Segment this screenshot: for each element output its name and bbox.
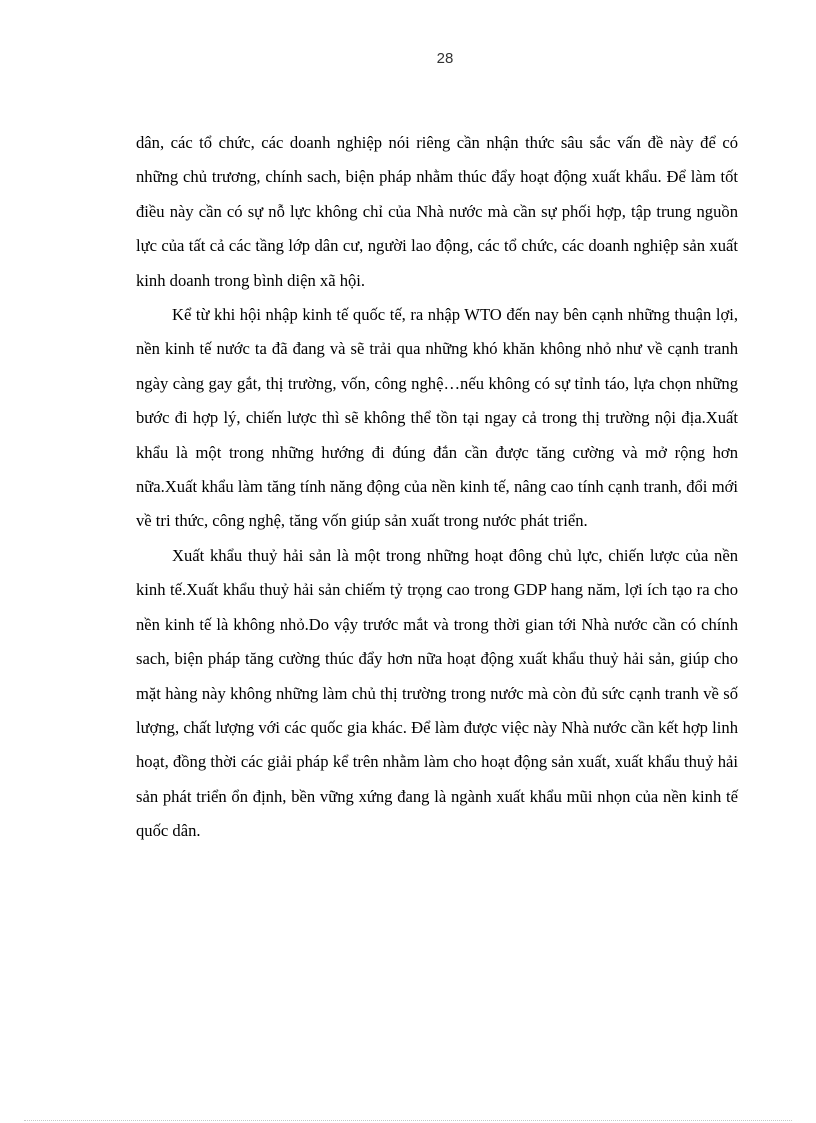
- page-bottom-divider: [24, 1120, 792, 1121]
- paragraph-3: Xuất khẩu thuỷ hải sản là một trong những hoạt đông chủ lực, chiến lược của nền kinh tế.Xuất khẩu thuỷ hải sản chiếm tỷ trọng cao trong GDP hang năm, lợi ích tạo ra cho nền kinh tế là không nhỏ.Do vậy trước mắt và trong thời gian tới Nhà nước cần có chính sach, biện pháp tăng cường thúc đẩy hơn nữa hoạt động xuất khẩu thuỷ hải sản, giúp cho mặt hàng này không những làm chủ thị trường trong nước mà còn đủ sức cạnh tranh về số lượng, chất lượng với các quốc gia khác. Để làm được việc này Nhà nước cần kết hợp linh hoạt, đồng thời các giải pháp kể trên nhằm làm cho hoạt động sản xuất, xuất khẩu thuỷ hải sản phát triển ổn định, bền vững xứng đang là ngành xuất khẩu mũi nhọn của nền kinh tế quốc dân.: [136, 545, 738, 841]
- page-number: 28: [436, 50, 454, 67]
- body-text: [136, 126, 738, 849]
- paragraph-1: dân, các tổ chức, các doanh nghiệp nói riêng cần nhận thức sâu sắc vấn đề này để có những chủ trương, chính sach, biện pháp nhằm thúc đẩy hoạt động xuất khẩu. Để làm tốt điều này cần có sự nỗ lực không chỉ của Nhà nước mà cần sự phối hợp, tập trung nguồn lực của tất cả các tầng lớp dân cư, người lao động, các tổ chức, các doanh nghiệp sản xuất kinh doanh trong bình diện xã hội.: [136, 133, 738, 290]
- paragraph-2: Kể từ khi hội nhập kinh tế quốc tế, ra nhập WTO đến nay bên cạnh những thuận lợi, nền kinh tế nước ta đã đang và sẽ trải qua những khó khăn không nhỏ như về cạnh tranh ngày càng gay gắt, thị trường, vốn, công nghệ…nếu không có sự tỉnh táo, lựa chọn những bước đi hợp lý, chiến lược thì sẽ không thể tồn tại ngay cả trong thị trường nội địa.Xuất khẩu là một trong những hướng đi đúng đắn cần được tăng cường và mở rộng hơn nữa.Xuất khẩu làm tăng tính năng động của nền kinh tế, nâng cao tính cạnh tranh, đổi mới về tri thức, công nghệ, tăng vốn giúp sản xuất trong nước phát triển.: [136, 305, 738, 531]
